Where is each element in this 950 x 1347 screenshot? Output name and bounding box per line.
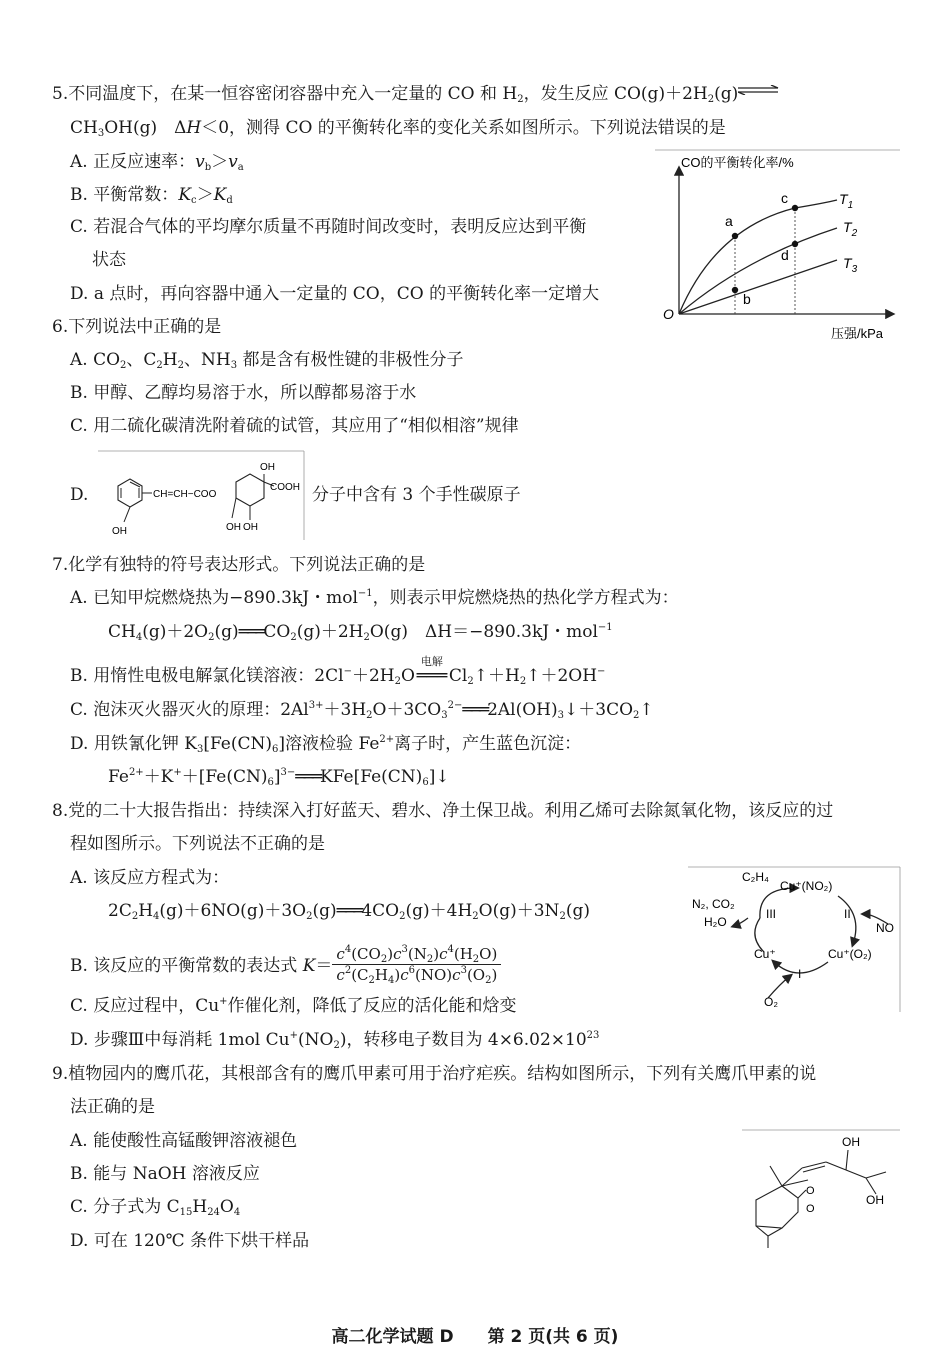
svg-text:NO: NO xyxy=(876,921,894,935)
q5-option-c-line2: 状态 xyxy=(92,250,126,270)
q9-option-a: A. 能使酸性高锰酸钾溶液褪色 xyxy=(70,1131,298,1151)
q8-option-c: C. 反应过程中，Cu+作催化剂，降低了反应的活化能和焓变 xyxy=(70,996,517,1016)
q6-option-b: B. 甲醇、乙醇均易溶于水，所以醇都易溶于水 xyxy=(70,383,417,403)
svg-text:H₂O: H₂O xyxy=(704,915,727,929)
q5-option-b: B. 平衡常数：$K_c>K_d$ xyxy=(70,185,233,206)
origin-label: O xyxy=(663,306,674,322)
y-axis-label: CO的平衡转化率/% xyxy=(681,155,794,170)
q7-option-a-equation: $CH_4(g)+2O_2(g)═══CO_2(g)+2H_2O(g)$ ΔH＝−890.3kJ・mol$^{-1}$ xyxy=(108,622,613,643)
label-t1: $T_1$ xyxy=(839,191,854,211)
q8-catalytic-cycle xyxy=(688,866,902,1014)
svg-text:Cu⁺(NO₂): Cu⁺(NO₂) xyxy=(780,879,833,893)
q5-stem-line2: $CH_3OH(g)$ ΔH＜0，测得 CO 的平衡转化率的变化关系如图所示。下列说法错误的是 xyxy=(70,118,726,139)
curve-t3 xyxy=(679,260,837,314)
svg-text:N₂, CO₂: N₂, CO₂ xyxy=(692,897,735,911)
q5-conversion-graph xyxy=(655,148,905,343)
page-footer: 高二化学试题 D 第 2 页(共 6 页) xyxy=(331,1327,619,1347)
svg-text:I: I xyxy=(798,967,802,981)
svg-text:Cu⁺(O₂): Cu⁺(O₂) xyxy=(828,947,872,961)
label-b: b xyxy=(743,291,751,307)
q5-stem-line1: 5.不同温度下，在某一恒容密闭容器中充入一定量的 CO 和 $H_2$，发生反应 $CO(g)+2H_2(g)$ xyxy=(52,82,780,106)
svg-text:Cu⁺: Cu⁺ xyxy=(754,947,776,961)
q9-stem-line1: 9.植物园内的鹰爪花，其根部含有的鹰爪甲素可用于治疗疟疾。结构如图所示，下列有关鹰爪甲素的说 xyxy=(52,1064,817,1084)
label-c: c xyxy=(781,190,788,206)
q9-yingzhaosu-structure xyxy=(742,1128,902,1256)
svg-text:OH: OH xyxy=(866,1193,884,1207)
equilibrium-arrow-icon xyxy=(738,78,780,102)
svg-text:III: III xyxy=(766,907,777,921)
svg-text:C₂H₄: C₂H₄ xyxy=(742,870,769,884)
svg-text:OH: OH xyxy=(112,526,127,537)
q9-option-b: B. 能与 NaOH 溶液反应 xyxy=(70,1164,260,1184)
svg-text:OH: OH xyxy=(842,1135,860,1149)
svg-text:O: O xyxy=(806,1203,815,1215)
q6-option-d-text: 分子中含有 3 个手性碳原子 xyxy=(312,485,521,505)
point-d xyxy=(792,241,798,247)
q6-option-a: A. $CO_2$、$C_2H_2$、$NH_3$ 都是含有极性键的非极性分子 xyxy=(70,350,464,371)
q8-stem-line2: 程如图所示。下列说法不正确的是 xyxy=(70,834,325,854)
q5-option-d: D. a 点时，再向容器中通入一定量的 CO，CO 的平衡转化率一定增大 xyxy=(70,284,600,304)
curve-t1 xyxy=(679,200,837,314)
q6-stem: 6.下列说法中正确的是 xyxy=(52,317,222,337)
label-t3: $T_3$ xyxy=(843,255,858,275)
q8-option-a-equation: $2C_2H_4(g)+6NO(g)+3O_2(g)═══4CO_2(g)+4H_2O(g)+3N_2(g)$ xyxy=(108,901,590,922)
q6-option-d-label: D. xyxy=(70,485,89,505)
q5-option-c-line1: C. 若混合气体的平均摩尔质量不再随时间改变时，表明反应达到平衡 xyxy=(70,217,587,237)
q8-option-b: B. 该反应的平衡常数的表达式 K＝ $\frac{c^4(CO_2)c^3(N_2)c^4(H_2O)}{c^2(C_2H_4)c^6(NO)c^3(O_2)}$ xyxy=(70,946,501,987)
point-c xyxy=(792,205,798,211)
q7-stem: 7.化学有独特的符号表达形式。下列说法正确的是 xyxy=(52,555,426,575)
q6-option-c: C. 用二硫化碳清洗附着硫的试管，其应用了“相似相溶”规律 xyxy=(70,416,519,436)
q5-option-a: A. 正反应速率：$v_b>v_a$ xyxy=(70,152,244,173)
svg-text:COOH: COOH xyxy=(270,482,300,493)
x-axis-label: 压强/kPa xyxy=(831,326,884,341)
q9-option-d: D. 可在 120℃ 条件下烘干样品 xyxy=(70,1231,310,1251)
label-t2: $T_2$ xyxy=(843,219,858,239)
q8-stem-line1: 8.党的二十大报告指出：持续深入打好蓝天、碧水、净土保卫战。利用乙烯可去除氮氧化物，该反应的过 xyxy=(52,801,834,821)
q7-option-a: A. 已知甲烷燃烧热为−890.3kJ・mol$^{-1}$，则表示甲烷燃烧热的热化学方程式为： xyxy=(70,588,679,608)
point-a xyxy=(732,233,738,239)
q7-option-c: C. 泡沫灭火器灭火的原理：$2Al^{3+}+3H_2O+3CO_3^{2-}═══2Al(OH)_3↓+3CO_2↑$ xyxy=(70,700,654,721)
svg-text:OH: OH xyxy=(243,522,258,533)
svg-text:OH: OH xyxy=(226,522,241,533)
label-a: a xyxy=(725,213,733,229)
svg-text:CH=CH−COO: CH=CH−COO xyxy=(153,489,217,500)
q7-option-d: D. 用铁氰化钾 $K_3[Fe(CN)_6]$溶液检验 $Fe^{2+}$离子时，产生蓝色沉淀： xyxy=(70,734,582,755)
q8-option-d: D. 步骤Ⅲ中每消耗 1mol $Cu^+(NO_2)$，转移电子数目为 $4\times 6.02\times 10^{23}$ xyxy=(70,1030,600,1051)
label-d: d xyxy=(781,247,789,263)
point-b xyxy=(732,287,738,293)
svg-text:O₂: O₂ xyxy=(764,995,778,1009)
q9-stem-line2: 法正确的是 xyxy=(70,1097,155,1117)
svg-text:II: II xyxy=(844,907,851,921)
q7-option-d-equation: $Fe^{2+}+K^++[Fe(CN)_6]^{3-}═══KFe[Fe(CN)_6]↓$ xyxy=(108,767,450,788)
q9-option-c: C. 分子式为 $C_{15}H_{24}O_4$ xyxy=(70,1197,241,1218)
q7-option-b: B. 用惰性电极电解氯化镁溶液：$2Cl^-+2H_2O$ 电解 $═══Cl_2↑+H_2↑+2OH^-$ xyxy=(70,655,606,687)
svg-text:OH: OH xyxy=(260,462,275,473)
q6-chlorogenic-structure xyxy=(98,450,308,542)
q8-option-a: A. 该反应方程式为： xyxy=(70,868,230,888)
svg-text:O: O xyxy=(806,1185,815,1197)
